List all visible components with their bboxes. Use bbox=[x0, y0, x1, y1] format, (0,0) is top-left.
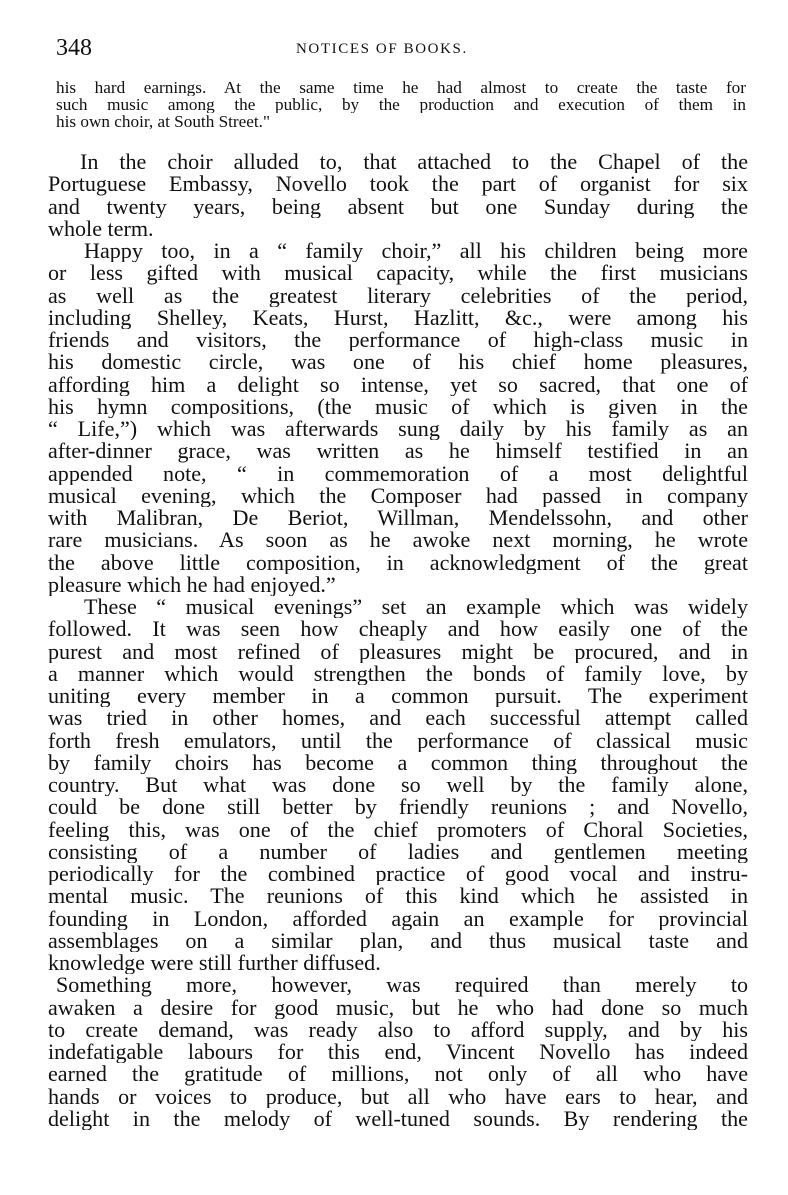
text-line: after-dinner grace, was written as he himself testified in an bbox=[48, 440, 748, 463]
text-line: periodically for the combined practice of good vocal and instru- bbox=[48, 863, 748, 886]
text-line: assemblages on a similar plan, and thus musical taste and bbox=[48, 929, 748, 952]
text-line: followed. It was seen how cheaply and how easily one of the bbox=[48, 618, 748, 641]
text-line: musical evening, which the Composer had passed in company bbox=[48, 484, 748, 507]
text-line: with Malibran, De Beriot, Willman, Mendelssohn, and other bbox=[48, 507, 748, 530]
text-line: appended note, “ in commemoration of a most delightful bbox=[48, 462, 748, 485]
text-line: Portuguese Embassy, Novello took the part of organist for six bbox=[48, 173, 748, 196]
text-line: as well as the greatest literary celebrities of the period, bbox=[48, 284, 748, 307]
text-line: including Shelley, Keats, Hurst, Hazlitt, &c., were among his bbox=[48, 306, 748, 329]
body-text bbox=[48, 151, 748, 1130]
quoted-passage bbox=[56, 79, 746, 131]
text-line: indefatigable labours for this end, Vincent Novello has indeed bbox=[48, 1041, 748, 1064]
text-line: These “ musical evenings” set an example which was widely bbox=[84, 596, 748, 619]
paragraph-musical-evenings bbox=[48, 596, 748, 974]
paragraph-something-more bbox=[48, 974, 748, 1130]
text-line: and twenty years, being absent but one Sunday during the bbox=[48, 195, 748, 218]
text-line: In the choir alluded to, that attached to the Chapel of the bbox=[80, 151, 748, 174]
quote-line: such music among the public, by the production and execution of them in bbox=[56, 96, 746, 114]
text-line: earned the gratitude of millions, not only of all who have bbox=[48, 1063, 748, 1086]
text-line: whole term. bbox=[48, 217, 154, 240]
page-number: 348 bbox=[56, 35, 92, 61]
text-line: “ Life,”) which was afterwards sung daily by his family as an bbox=[48, 418, 748, 441]
text-line: his domestic circle, was one of his chief home pleasures, bbox=[48, 351, 748, 374]
text-line: knowledge were still further diffused. bbox=[48, 952, 381, 975]
paragraph-choir bbox=[48, 151, 748, 240]
text-line: by family choirs has become a common thing throughout the bbox=[48, 751, 748, 774]
text-line: rare musicians. As soon as he awoke next morning, he wrote bbox=[48, 529, 748, 552]
text-line: forth fresh emulators, until the performance of classical music bbox=[48, 729, 748, 752]
quote-line: his hard earnings. At the same time he had almost to create the taste for bbox=[56, 79, 746, 97]
text-line: Happy too, in a “ family choir,” all his children being more bbox=[84, 240, 748, 263]
text-line: could be done still better by friendly reunions ; and Novello, bbox=[48, 796, 748, 819]
running-title: NOTICES OF BOOKS. bbox=[296, 41, 468, 57]
text-line: hands or voices to produce, but all who have ears to hear, and bbox=[48, 1085, 748, 1108]
text-line: Something more, however, was required than merely to bbox=[56, 974, 748, 997]
text-line: his hymn compositions, (the music of which is given in the bbox=[48, 395, 748, 418]
text-line: country. But what was done so well by the family alone, bbox=[48, 774, 748, 797]
text-line: mental music. The reunions of this kind which he assisted in bbox=[48, 885, 748, 908]
text-line: feeling this, was one of the chief promoters of Choral Societies, bbox=[48, 818, 748, 841]
text-line: affording him a delight so intense, yet so sacred, that one of bbox=[48, 373, 748, 396]
text-line: was tried in other homes, and each successful attempt called bbox=[48, 707, 748, 730]
text-line: founding in London, afforded again an example for provincial bbox=[48, 907, 748, 930]
text-line: a manner which would strengthen the bonds of family love, by bbox=[48, 662, 748, 685]
page-header bbox=[56, 34, 746, 62]
text-line: to create demand, was ready also to afford supply, and by his bbox=[48, 1018, 748, 1041]
text-line: uniting every member in a common pursuit. The experiment bbox=[48, 685, 748, 708]
text-line: pleasure which he had enjoyed.” bbox=[48, 573, 336, 596]
text-line: friends and visitors, the performance of high-class music in bbox=[48, 329, 748, 352]
text-line: delight in the melody of well-tuned sounds. By rendering the bbox=[48, 1107, 748, 1130]
paragraph-family-choir bbox=[48, 240, 748, 596]
text-line: consisting of a number of ladies and gentlemen meeting bbox=[48, 840, 748, 863]
text-line: the above little composition, in acknowledgment of the great bbox=[48, 551, 748, 574]
quote-line: his own choir, at South Street." bbox=[56, 113, 270, 131]
text-line: or less gifted with musical capacity, while the first musicians bbox=[48, 262, 748, 285]
text-line: awaken a desire for good music, but he who had done so much bbox=[48, 996, 748, 1019]
text-line: purest and most refined of pleasures might be procured, and in bbox=[48, 640, 748, 663]
